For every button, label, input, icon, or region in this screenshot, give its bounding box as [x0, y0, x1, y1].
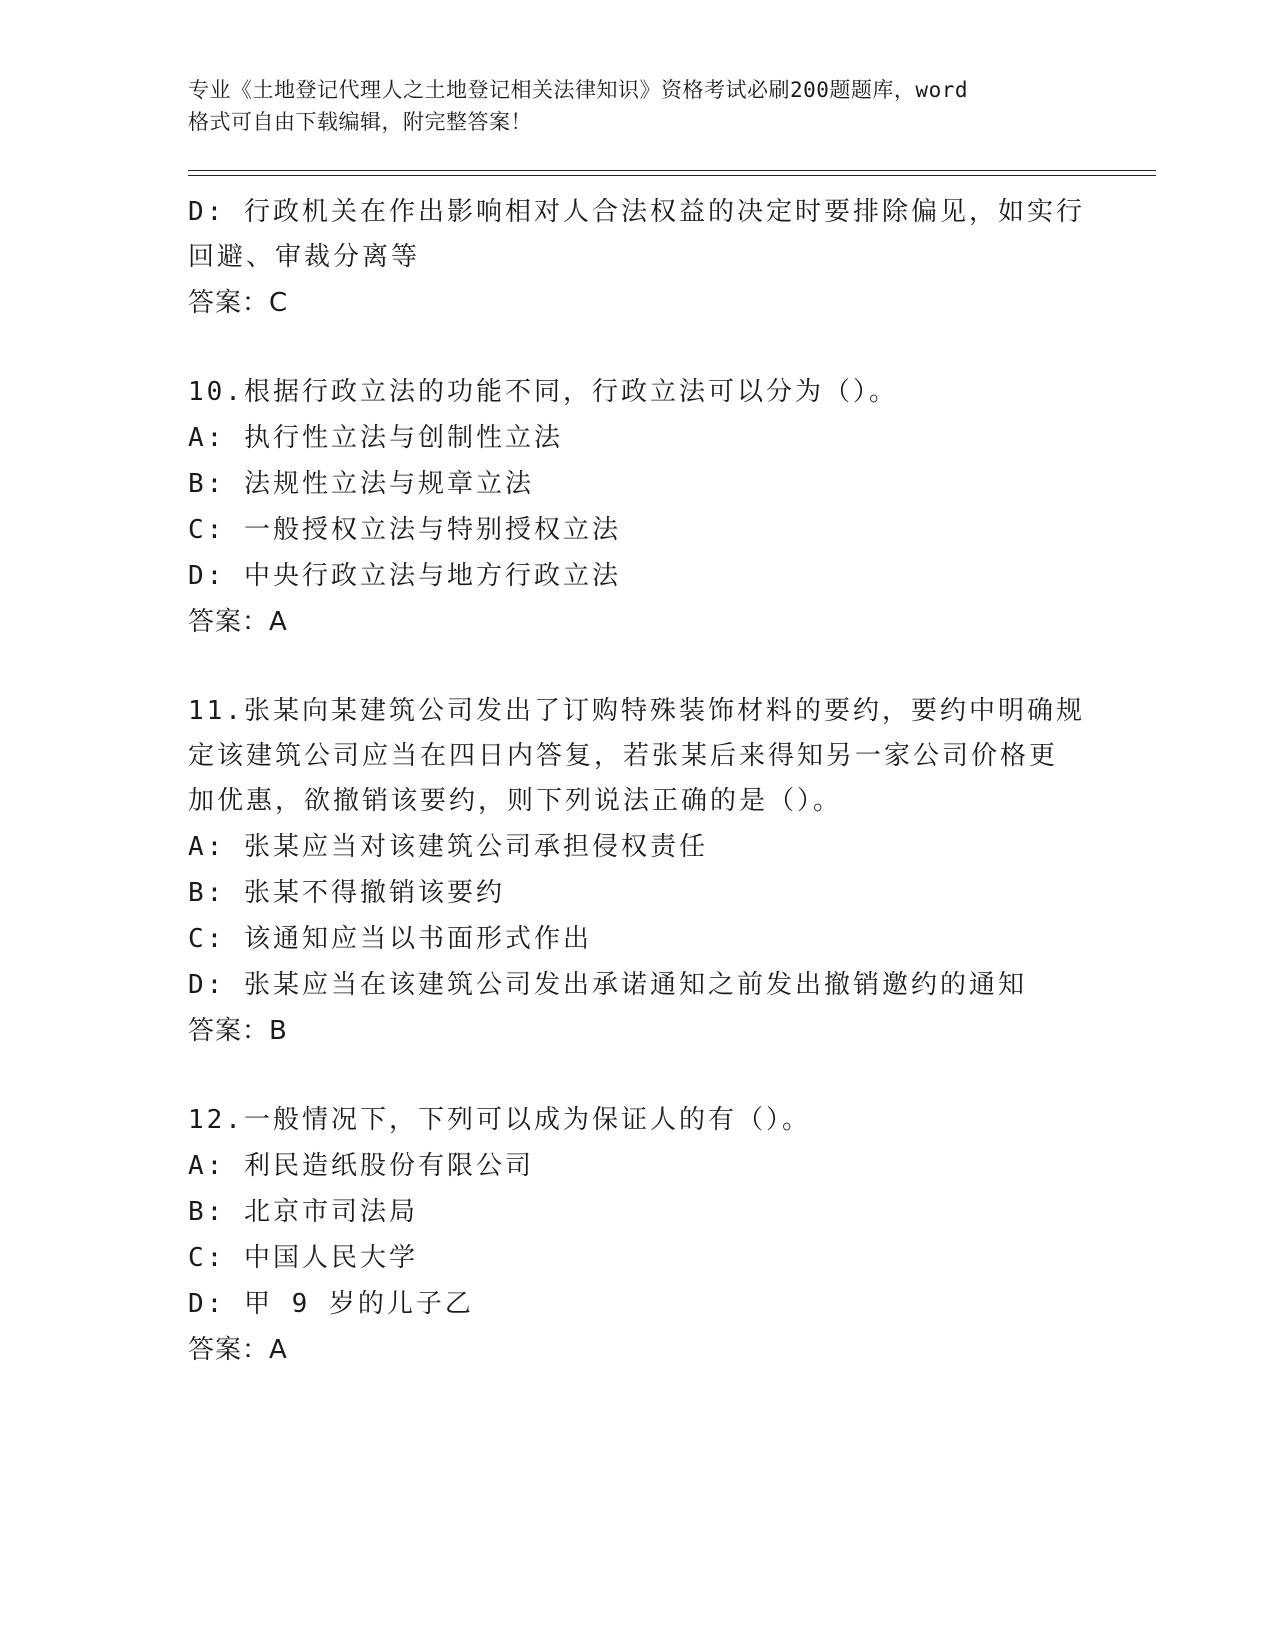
- question-content: [188, 190, 1088, 1373]
- option-b: B: 北京市司法局: [188, 1197, 418, 1227]
- question-stem: 10.根据行政立法的功能不同，行政立法可以分为（）。: [188, 377, 898, 407]
- option-b: B: 张某不得撤销该要约: [188, 878, 505, 908]
- option-c: C: 该通知应当以书面形式作出: [188, 924, 592, 954]
- option-b: B: 法规性立法与规章立法: [188, 469, 534, 499]
- header-title-line-1: 专业《土地登记代理人之土地登记相关法律知识》资格考试必刷200题题库，word: [188, 78, 968, 102]
- document-header: [188, 74, 1088, 138]
- answer-line: 答案：B: [188, 1016, 288, 1046]
- header-rule-top: [188, 170, 1156, 171]
- option-c: C: 一般授权立法与特别授权立法: [188, 515, 621, 545]
- question-11: [188, 689, 1088, 1054]
- option-a: A: 张某应当对该建筑公司承担侵权责任: [188, 832, 708, 862]
- prev-question: [188, 190, 1088, 326]
- header-title-line-2: 格式可自由下载编辑，附完整答案！: [188, 110, 532, 134]
- answer-line: 答案：A: [188, 607, 288, 637]
- answer-line: 答案：A: [188, 1335, 288, 1365]
- option-d: D: 张某应当在该建筑公司发出承诺通知之前发出撤销邀约的通知: [188, 970, 1027, 1000]
- question-gap: [188, 1054, 1088, 1098]
- option-d-line-2: 回避、审裁分离等: [188, 242, 421, 272]
- question-stem: 12.一般情况下，下列可以成为保证人的有（）。: [188, 1105, 811, 1135]
- option-d: D: 中央行政立法与地方行政立法: [188, 561, 621, 591]
- question-stem-line-2: 定该建筑公司应当在四日内答复，若张某后来得知另一家公司价格更: [188, 741, 1059, 771]
- question-stem-line-3: 加优惠，欲撤销该要约，则下列说法正确的是（）。: [188, 786, 843, 816]
- option-a: A: 执行性立法与创制性立法: [188, 423, 563, 453]
- question-10: [188, 370, 1088, 645]
- question-stem-line-1: 11.张某向某建筑公司发出了订购特殊装饰材料的要约，要约中明确规: [188, 696, 1085, 726]
- option-d-line-1: D: 行政机关在作出影响相对人合法权益的决定时要排除偏见，如实行: [188, 197, 1085, 227]
- option-a: A: 利民造纸股份有限公司: [188, 1151, 534, 1181]
- question-gap: [188, 645, 1088, 689]
- option-d: D: 甲 9 岁的儿子乙: [188, 1289, 474, 1319]
- question-12: [188, 1098, 1088, 1373]
- option-c: C: 中国人民大学: [188, 1243, 418, 1273]
- question-gap: [188, 326, 1088, 370]
- answer-line: 答案：C: [188, 288, 289, 318]
- header-rule-bottom: [188, 175, 1156, 176]
